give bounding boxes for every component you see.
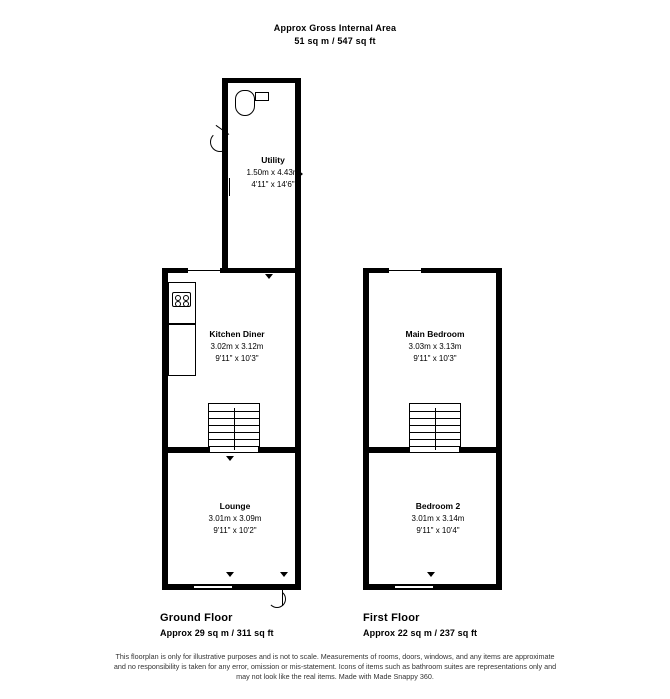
front-door-marker bbox=[280, 572, 288, 577]
room-label-bedroom-2 bbox=[383, 500, 493, 537]
wc-icon bbox=[235, 90, 255, 116]
first-floor-plan bbox=[355, 70, 525, 590]
first-wall-top-left bbox=[363, 268, 389, 273]
room-name-kitchen-diner: Kitchen Diner bbox=[209, 329, 265, 339]
disclaimer-line-2: and no responsibility is taken for any error, omission or mis-statement. Icons of items such as bathroom suites are representations only and bbox=[113, 662, 557, 671]
ground-partition-wall-right bbox=[258, 447, 301, 453]
room-dim-imperial-utility: 4'11" x 14'6" bbox=[251, 180, 295, 189]
ground-wall-top-right bbox=[220, 268, 301, 273]
gross-area-value: 51 sq m / 547 sq ft bbox=[294, 36, 376, 46]
page-title bbox=[0, 22, 670, 48]
room-dim-imperial-main-bedroom: 9'11" x 10'3" bbox=[413, 354, 457, 363]
ground-floor-title: Ground Floor bbox=[160, 612, 233, 624]
kitchen-door-marker bbox=[265, 274, 273, 279]
first-stairs bbox=[409, 403, 461, 453]
room-dim-metric-main-bedroom: 3.03m x 3.13m bbox=[408, 342, 462, 351]
gross-area-label: Approx Gross Internal Area bbox=[273, 23, 397, 33]
lounge-door-marker bbox=[226, 456, 234, 461]
utility-wall-top bbox=[222, 78, 301, 83]
room-dim-metric-kitchen-diner: 3.02m x 3.12m bbox=[210, 342, 264, 351]
first-stair-direction-arrow bbox=[435, 408, 436, 450]
first-floor-caption bbox=[363, 612, 563, 638]
first-partition-wall-right bbox=[459, 447, 502, 453]
utility-lower-door-leaf bbox=[229, 178, 230, 196]
room-label-kitchen-diner bbox=[182, 328, 292, 365]
room-label-main-bedroom bbox=[380, 328, 490, 365]
room-dim-metric-bedroom-2: 3.01m x 3.14m bbox=[411, 514, 465, 523]
first-window-top bbox=[389, 270, 421, 271]
first-partition-wall-left bbox=[363, 447, 409, 453]
room-name-main-bedroom: Main Bedroom bbox=[405, 329, 465, 339]
disclaimer bbox=[0, 652, 670, 682]
cistern-icon bbox=[255, 92, 269, 101]
room-dim-imperial-kitchen-diner: 9'11" x 10'3" bbox=[215, 354, 259, 363]
bedroom-2-window-marker bbox=[427, 572, 435, 577]
first-floor-title: First Floor bbox=[363, 612, 420, 624]
disclaimer-line-3: may not look like the real items. Made with Made Snappy 360. bbox=[236, 672, 434, 681]
ground-floor-caption bbox=[160, 612, 360, 638]
room-label-utility bbox=[228, 154, 318, 191]
stair-direction-arrow bbox=[234, 408, 235, 450]
utility-door-arc bbox=[210, 132, 230, 152]
room-name-bedroom-2: Bedroom 2 bbox=[415, 501, 461, 511]
hob-burner-4 bbox=[183, 301, 189, 307]
utility-dim-arrow-left bbox=[223, 170, 228, 178]
ground-floor-area: Approx 29 sq m / 311 sq ft bbox=[160, 628, 274, 638]
ground-floor-plan bbox=[150, 70, 320, 590]
disclaimer-line-1: This floorplan is only for illustrative purposes and is not to scale. Measurements of rooms, doors, windows, and any items are approximate bbox=[115, 652, 555, 661]
first-wall-top-right bbox=[421, 268, 502, 273]
ground-stairs bbox=[208, 403, 260, 453]
room-dim-metric-utility: 1.50m x 4.43m bbox=[246, 168, 300, 177]
lounge-window-bottom bbox=[194, 586, 232, 588]
lounge-window-marker bbox=[226, 572, 234, 577]
room-dim-metric-lounge: 3.01m x 3.09m bbox=[208, 514, 262, 523]
room-name-utility: Utility bbox=[261, 155, 285, 165]
first-floor-area: Approx 22 sq m / 237 sq ft bbox=[363, 628, 478, 638]
first-wall-left bbox=[363, 268, 369, 590]
room-dim-imperial-bedroom-2: 9'11" x 10'4" bbox=[416, 526, 460, 535]
ground-window-top bbox=[188, 270, 220, 271]
ground-partition-wall-left bbox=[162, 447, 210, 453]
hob-burner-3 bbox=[175, 301, 181, 307]
room-name-lounge: Lounge bbox=[219, 501, 251, 511]
ground-wall-top-left bbox=[162, 268, 188, 273]
room-label-lounge bbox=[180, 500, 290, 537]
front-door-arc bbox=[268, 590, 286, 608]
room-dim-imperial-lounge: 9'11" x 10'2" bbox=[213, 526, 257, 535]
utility-dim-arrow-right bbox=[298, 170, 303, 178]
ground-wall-right bbox=[295, 268, 301, 590]
first-wall-right bbox=[496, 268, 502, 590]
bedroom-2-window-bottom bbox=[395, 586, 433, 588]
